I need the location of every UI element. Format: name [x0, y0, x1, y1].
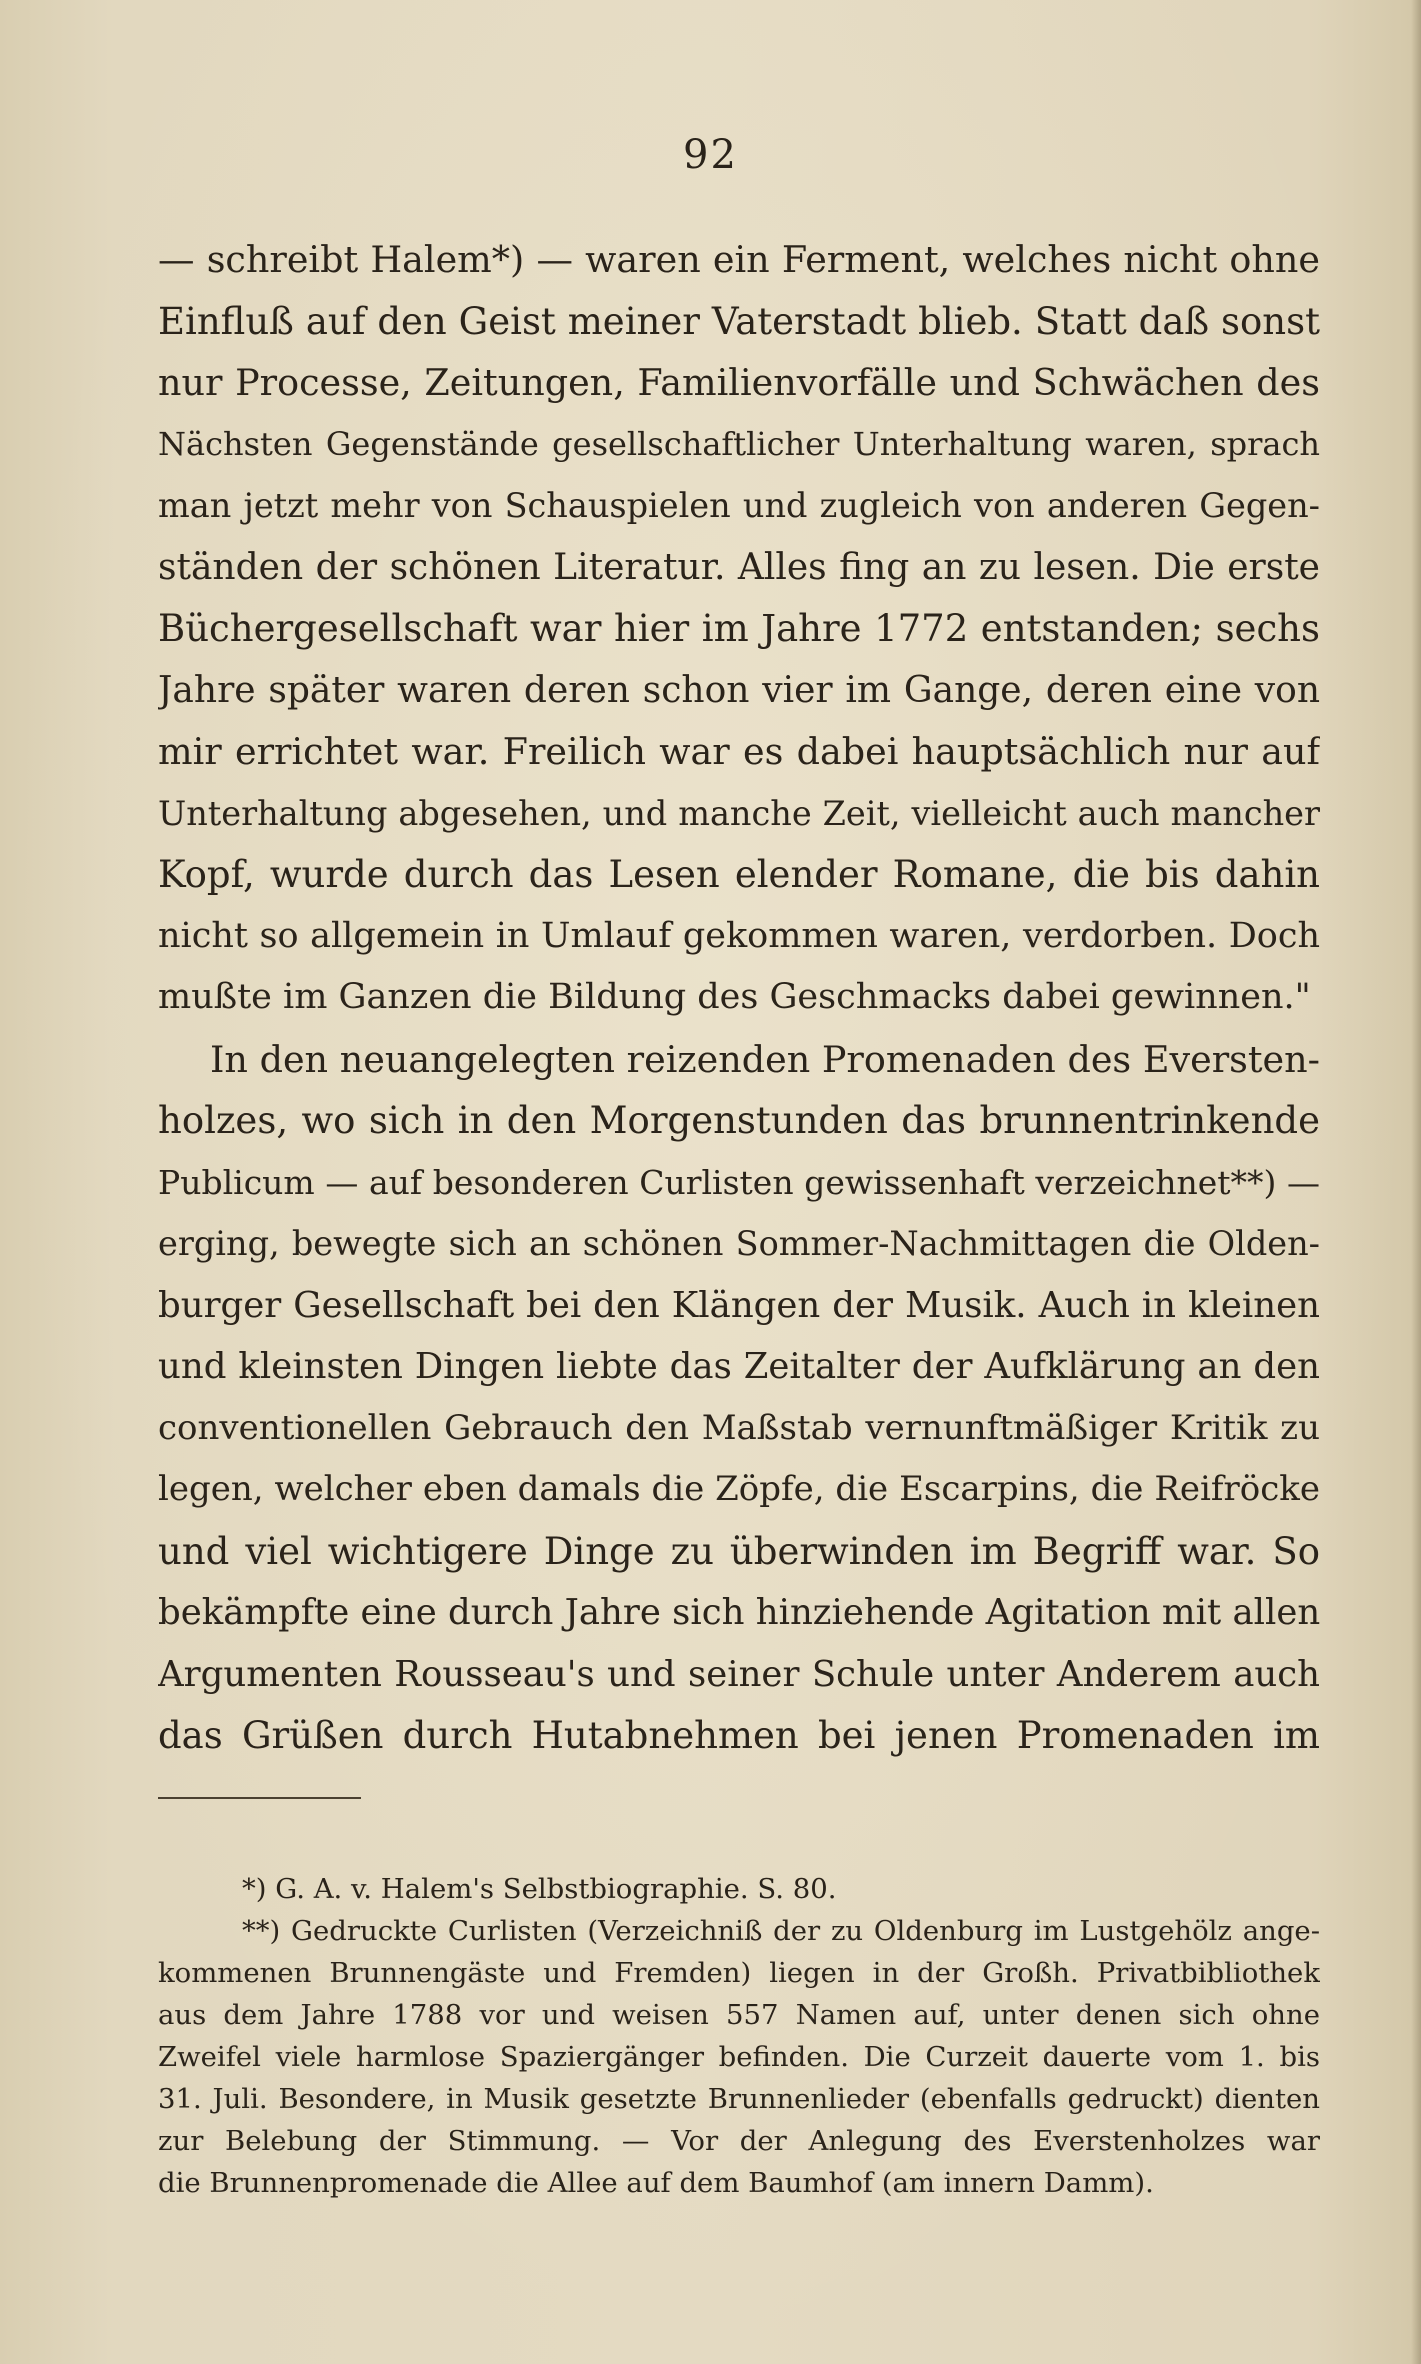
footnote-line: die Brunnenpromenade die Allee auf dem Baumhof (am innern Damm).	[158, 2167, 1154, 2199]
footnote-line: **) Gedruckte Curlisten (Verzeichniß der zu Oldenburg im Lustgehölz ange-	[242, 1915, 1320, 1947]
footnote-divider	[158, 1797, 361, 1799]
body-line: — schreibt Halem*) — waren ein Ferment, welches nicht ohne	[158, 238, 1320, 281]
body-line: man jetzt mehr von Schauspielen und zugleich von anderen Gegen-	[158, 486, 1320, 525]
body-line: conventionellen Gebrauch den Maßstab vernunftmäßiger Kritik zu	[158, 1407, 1320, 1448]
body-line: und kleinsten Dingen liebte das Zeitalter der Aufklärung an den	[158, 1346, 1320, 1387]
body-line: das Grüßen durch Hutabnehmen bei jenen Promenaden im	[158, 1714, 1320, 1757]
body-line: burger Gesellschaft bei den Klängen der Musik. Auch in kleinen	[158, 1284, 1320, 1326]
page-edge-shadow	[1411, 0, 1421, 2364]
body-line: mir errichtet war. Freilich war es dabei hauptsächlich nur auf	[158, 730, 1320, 773]
body-line: Kopf, wurde durch das Lesen elender Romane, die bis dahin	[158, 853, 1320, 896]
footnote-line: 31. Juli. Besondere, in Musik gesetzte Brunnenlieder (ebenfalls gedruckt) dienten	[158, 2083, 1320, 2115]
body-line: In den neuangelegten reizenden Promenaden des Eversten-	[210, 1037, 1320, 1081]
body-line: legen, welcher eben damals die Zöpfe, die Escarpins, die Reifröcke	[158, 1469, 1320, 1509]
body-line: ständen der schönen Literatur. Alles fing an zu lesen. Die erste	[158, 546, 1320, 588]
body-line: Jahre später waren deren schon vier im Gange, deren eine von	[158, 669, 1320, 711]
body-line: Unterhaltung abgesehen, und manche Zeit, vielleicht auch mancher	[158, 793, 1320, 833]
body-line: Nächsten Gegenstände gesellschaftlicher Unterhaltung waren, sprach	[158, 424, 1320, 463]
body-line: mußte im Ganzen die Bildung des Geschmacks dabei gewinnen."	[158, 977, 1311, 1017]
body-line: Einfluß auf den Geist meiner Vaterstadt blieb. Statt daß sonst	[158, 299, 1320, 343]
body-line: bekämpfte eine durch Jahre sich hinziehende Agitation mit allen	[158, 1592, 1320, 1633]
footnote-line: aus dem Jahre 1788 vor und weisen 557 Namen auf, unter denen sich ohne	[158, 1999, 1320, 2031]
footnote-line: zur Belebung der Stimmung. — Vor der Anlegung des Everstenholzes war	[158, 2125, 1320, 2157]
page-number: 92	[683, 132, 738, 178]
footnote-line: *) G. A. v. Halem's Selbstbiographie. S. 80.	[242, 1873, 837, 1905]
body-line: Publicum — auf besonderen Curlisten gewissenhaft verzeichnet**) —	[158, 1162, 1320, 1202]
body-line: nur Processe, Zeitungen, Familienvorfälle und Schwächen des	[158, 361, 1320, 404]
body-line: holzes, wo sich in den Morgenstunden das brunnentrinkende	[158, 1099, 1320, 1142]
body-line: nicht so allgemein in Umlauf gekommen waren, verdorben. Doch	[158, 915, 1320, 956]
body-line: und viel wichtigere Dinge zu überwinden im Begriff war. So	[158, 1529, 1320, 1573]
body-line: Argumenten Rousseau's und seiner Schule unter Anderem auch	[158, 1653, 1320, 1695]
body-line: erging, bewegte sich an schönen Sommer-Nachmittagen die Olden-	[158, 1224, 1320, 1263]
footnote-line: kommenen Brunnengäste und Fremden) liegen in der Großh. Privatbibliothek	[158, 1957, 1320, 1989]
body-line: Büchergesellschaft war hier im Jahre 1772 entstanden; sechs	[158, 607, 1320, 650]
footnote-line: Zweifel viele harmlose Spaziergänger befinden. Die Curzeit dauerte vom 1. bis	[158, 2041, 1320, 2073]
body-text	[158, 229, 1320, 1767]
footnotes	[158, 1868, 1320, 2204]
